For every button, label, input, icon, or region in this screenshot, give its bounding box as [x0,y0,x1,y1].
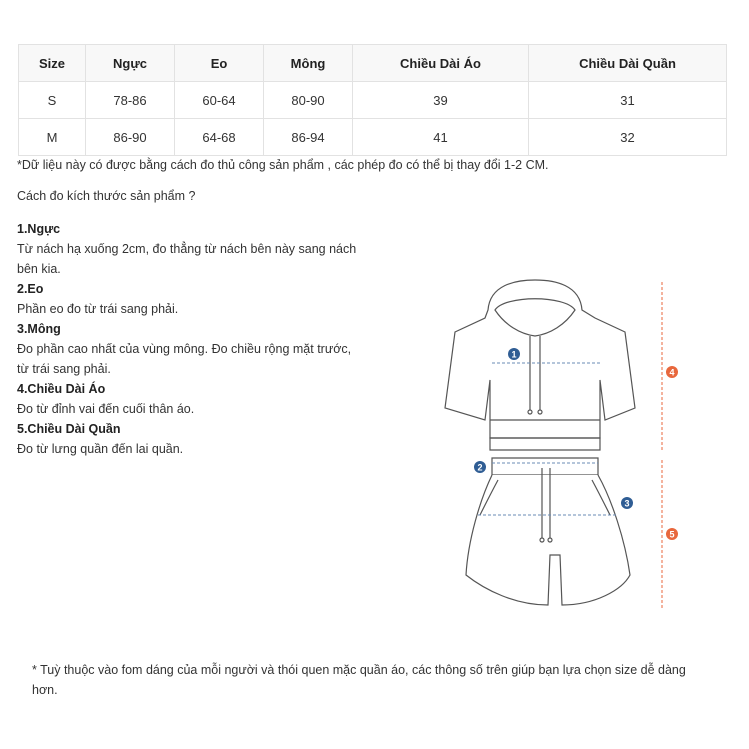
table-cell: 31 [529,82,727,119]
svg-text:5: 5 [669,529,675,540]
table-cell: 78-86 [86,82,175,119]
guide-text-waist: Phần eo đo từ trái sang phải. [17,302,179,316]
guide-title-chest: 1.Ngực [17,222,61,236]
measurement-note: *Dữ liệu này có được bằng cách đo thủ công sản phẩm , các phép đo có thể bị thay đổi 1-2 CM. [17,158,549,172]
guide-title-waist: 2.Eo [17,282,44,296]
table-cell: 32 [529,119,727,156]
header-chest: Ngực [86,45,175,82]
header-waist: Eo [175,45,264,82]
table-cell: 41 [353,119,529,156]
table-cell: 80-90 [264,82,353,119]
measurement-diagram [430,270,690,615]
table-cell: 64-68 [175,119,264,156]
guide-text-hip: Đo phần cao nhất của vùng mông. Đo chiều rộng mặt trước, từ trái sang phải. [17,342,352,376]
guide-title-pants-length: 5.Chiều Dài Quần [17,422,121,436]
size-advice-note: * Tuỳ thuộc vào fom dáng của mỗi người và thói quen mặc quần áo, các thông số trên giúp bạn lựa chọn size dễ dàng hơn. [32,663,686,697]
guide-title-hip: 3.Mông [17,322,61,336]
header-size: Size [19,45,86,82]
marker-4-icon [666,366,678,378]
header-top-length: Chiều Dài Áo [353,45,529,82]
header-hip: Mông [264,45,353,82]
marker-1-icon [508,348,520,360]
table-row [19,82,727,119]
guide-text-chest: Từ nách hạ xuống 2cm, đo thẳng từ nách bên này sang nách bên kia. [17,242,357,276]
marker-2-icon [474,461,486,473]
guide-text-top-length: Đo từ đỉnh vai đến cuối thân áo. [17,402,195,416]
marker-3-icon [621,497,633,509]
svg-text:2: 2 [477,462,483,473]
table-header-row [19,45,727,82]
shorts-illustration [466,458,630,605]
guide-text-pants-length: Đo từ lưng quần đến lai quần. [17,442,184,456]
svg-text:3: 3 [624,498,630,509]
table-row [19,119,727,156]
table-cell: 86-94 [264,119,353,156]
measurement-guide [17,219,362,459]
header-pants-length: Chiều Dài Quần [529,45,727,82]
marker-5-icon [666,528,678,540]
how-to-measure-title: Cách đo kích thước sản phẩm ? [17,189,196,203]
table-cell: 39 [353,82,529,119]
hoodie-illustration [445,280,635,450]
svg-text:1: 1 [511,349,517,360]
table-cell: M [19,119,86,156]
size-table [18,44,727,156]
table-cell: 60-64 [175,82,264,119]
guide-title-top-length: 4.Chiều Dài Áo [17,382,106,396]
table-cell: S [19,82,86,119]
svg-text:4: 4 [669,367,675,378]
table-cell: 86-90 [86,119,175,156]
